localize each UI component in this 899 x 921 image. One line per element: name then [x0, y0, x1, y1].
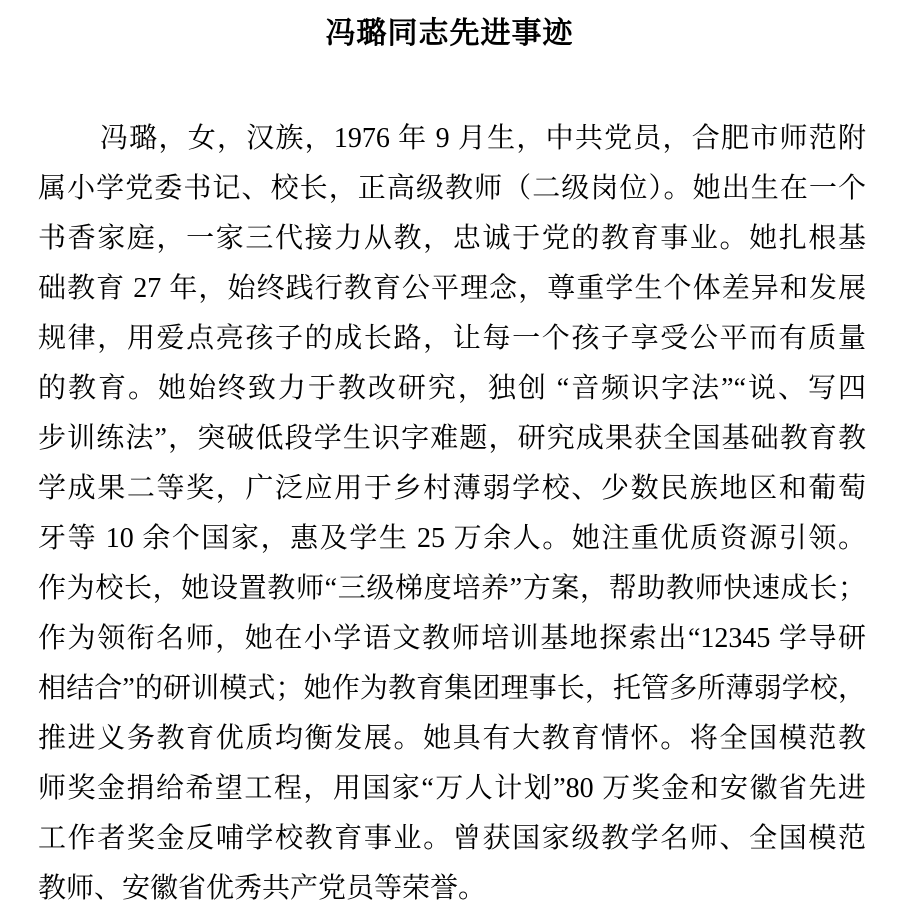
body-line: 冯璐，女，汉族，1976 年 9 月生，中共党员，合肥市师范附: [100, 123, 866, 154]
document-body: [38, 114, 866, 914]
body-line: 学成果二等奖，广泛应用于乡村薄弱学校、少数民族地区和葡萄: [38, 473, 866, 504]
body-line: 属小学党委书记、校长，正高级教师（二级岗位）。她出生在一个: [38, 173, 866, 204]
body-line: 作为领衔名师，她在小学语文教师培训基地探索出“12345 学导研: [38, 623, 866, 654]
document-title: 冯璐同志先进事迹: [325, 17, 574, 50]
body-line: 教师、安徽省优秀共产党员等荣誉。: [38, 873, 487, 904]
body-line: 书香家庭，一家三代接力从教，忠诚于党的教育事业。她扎根基: [38, 223, 866, 254]
body-line: 步训练法”，突破低段学生识字难题，研究成果获全国基础教育教: [38, 423, 866, 454]
body-line: 的教育。她始终致力于教改研究，独创 “音频识字法”“说、写四: [38, 373, 866, 404]
body-line: 础教育 27 年，始终践行教育公平理念，尊重学生个体差异和发展: [38, 273, 866, 304]
body-line: 牙等 10 余个国家，惠及学生 25 万余人。她注重优质资源引领。: [38, 523, 866, 554]
body-line: 工作者奖金反哺学校教育事业。曾获国家级教学名师、全国模范: [38, 823, 866, 854]
body-line: 师奖金捐给希望工程，用国家“万人计划”80 万奖金和安徽省先进: [38, 773, 866, 804]
body-line: 规律，用爱点亮孩子的成长路，让每一个孩子享受公平而有质量: [38, 323, 866, 354]
body-line: 推进义务教育优质均衡发展。她具有大教育情怀。将全国模范教: [38, 723, 866, 754]
body-line: 相结合”的研训模式；她作为教育集团理事长，托管多所薄弱学校，: [38, 673, 866, 704]
body-line: 作为校长，她设置教师“三级梯度培养”方案，帮助教师快速成长；: [38, 573, 866, 604]
